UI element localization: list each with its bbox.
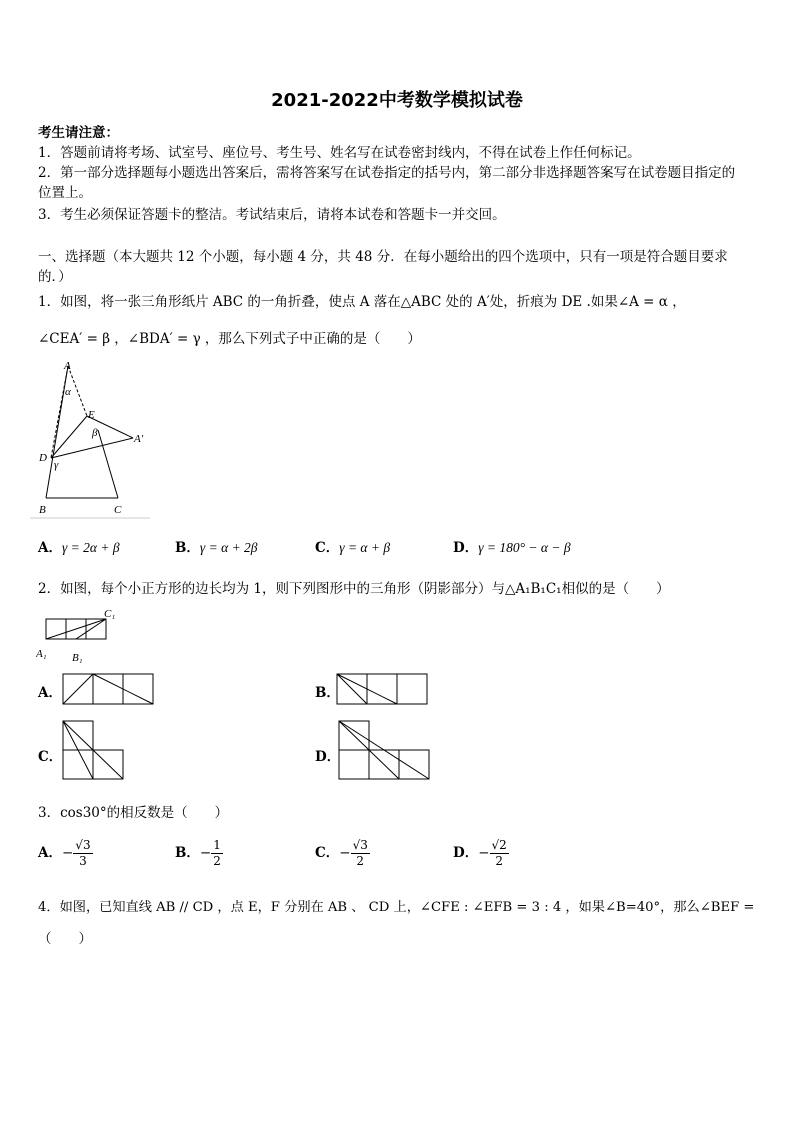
page-title: 2021-2022中考数学模拟试卷 [271,90,523,111]
label-D: D [39,452,47,464]
q2-option-b-figure [336,672,430,706]
q1-option-d: D．γ = 180° − α − β [453,540,571,556]
q2-option-c-label: C． [38,749,63,765]
q2-option-a-label: A． [38,685,62,701]
q1-option-b: B．γ = α + 2β [175,540,258,556]
question-1-text-cont: ∠CEA′ = β ，∠BDA′ = γ ，那么下列式子中正确的是（ ） [38,331,421,347]
question-2-text: 2．如图，每个小正方形的边长均为 1，则下列图形中的三角形（阴影部分）与△A₁B₁C₁相似的是（ ） [38,581,670,597]
q3-option-c: C．− $\frac{√3}{2}$ [315,838,368,868]
question-3-text: 3．cos30°的相反数是（ ） [38,805,229,821]
q1-option-a: A．γ = 2α + β [38,540,120,556]
label-B1: B₁ [72,652,83,664]
label-E: E [88,409,95,421]
label-alpha: α [65,386,71,398]
label-gamma: γ [54,459,59,471]
q3-option-a: A．− $\frac{√3}{3}$ [38,838,91,868]
section-heading: 一、选择题（本大题共 12 个小题，每小题 4 分，共 48 分．在每小题给出的四个选项中，只有一项是符合题目要求 [38,249,728,265]
notice-item-2: 2．第一部分选择题每小题选出答案后，需将答案写在试卷指定的括号内，第二部分非选择题答案写在试卷题目指定的 [38,165,736,181]
q2-option-d-figure [338,719,432,781]
label-A: A [64,360,71,372]
q2-option-d-label: D． [315,749,341,765]
label-C: C [114,504,122,516]
label-beta: β [92,427,98,439]
question-4-text: 4．如图，已知直线 AB // CD ，点 E，F 分别在 AB 、 CD 上，∠CFE : ∠EFB = 3 : 4 ，如果∠B=40°，那么∠BEF = [38,900,755,915]
question-4-text-cont: （ ） [38,931,92,947]
notice-item-2-cont: 位置上。 [38,185,92,201]
notice-item-3: 3．考生必须保证答题卡的整洁。考试结束后，请将本试卷和答题卡一并交回。 [38,207,506,223]
q1-option-c: C．γ = α + β [315,540,391,556]
q3-option-d: D．− $\frac{√2}{2}$ [453,838,507,868]
q3-option-b: B．− $\frac{1}{2}$ [175,838,221,868]
q2-option-c-figure [62,719,126,781]
section-heading-cont: 的．） [38,269,72,285]
label-A1: A₁ [36,648,47,660]
label-C1: C₁ [104,608,116,620]
label-A-prime: A′ [134,433,144,445]
q2-option-b-label: B． [315,685,340,701]
q2-option-a-figure [62,672,156,706]
question-1-text: 1．如图，将一张三角形纸片 ABC 的一角折叠，使点 A 落在△ABC 处的 A′处，折痕为 DE .如果∠A = α ， [38,294,686,310]
notice-item-1: 1．答题前请将考场、试室号、座位号、考生号、姓名写在试卷密封线内，不得在试卷上作任何标记。 [38,145,641,161]
notice-heading: 考生请注意： [38,125,119,141]
question-1-figure [30,358,155,523]
question-2-reference-figure [36,605,126,667]
label-B: B [39,504,46,516]
